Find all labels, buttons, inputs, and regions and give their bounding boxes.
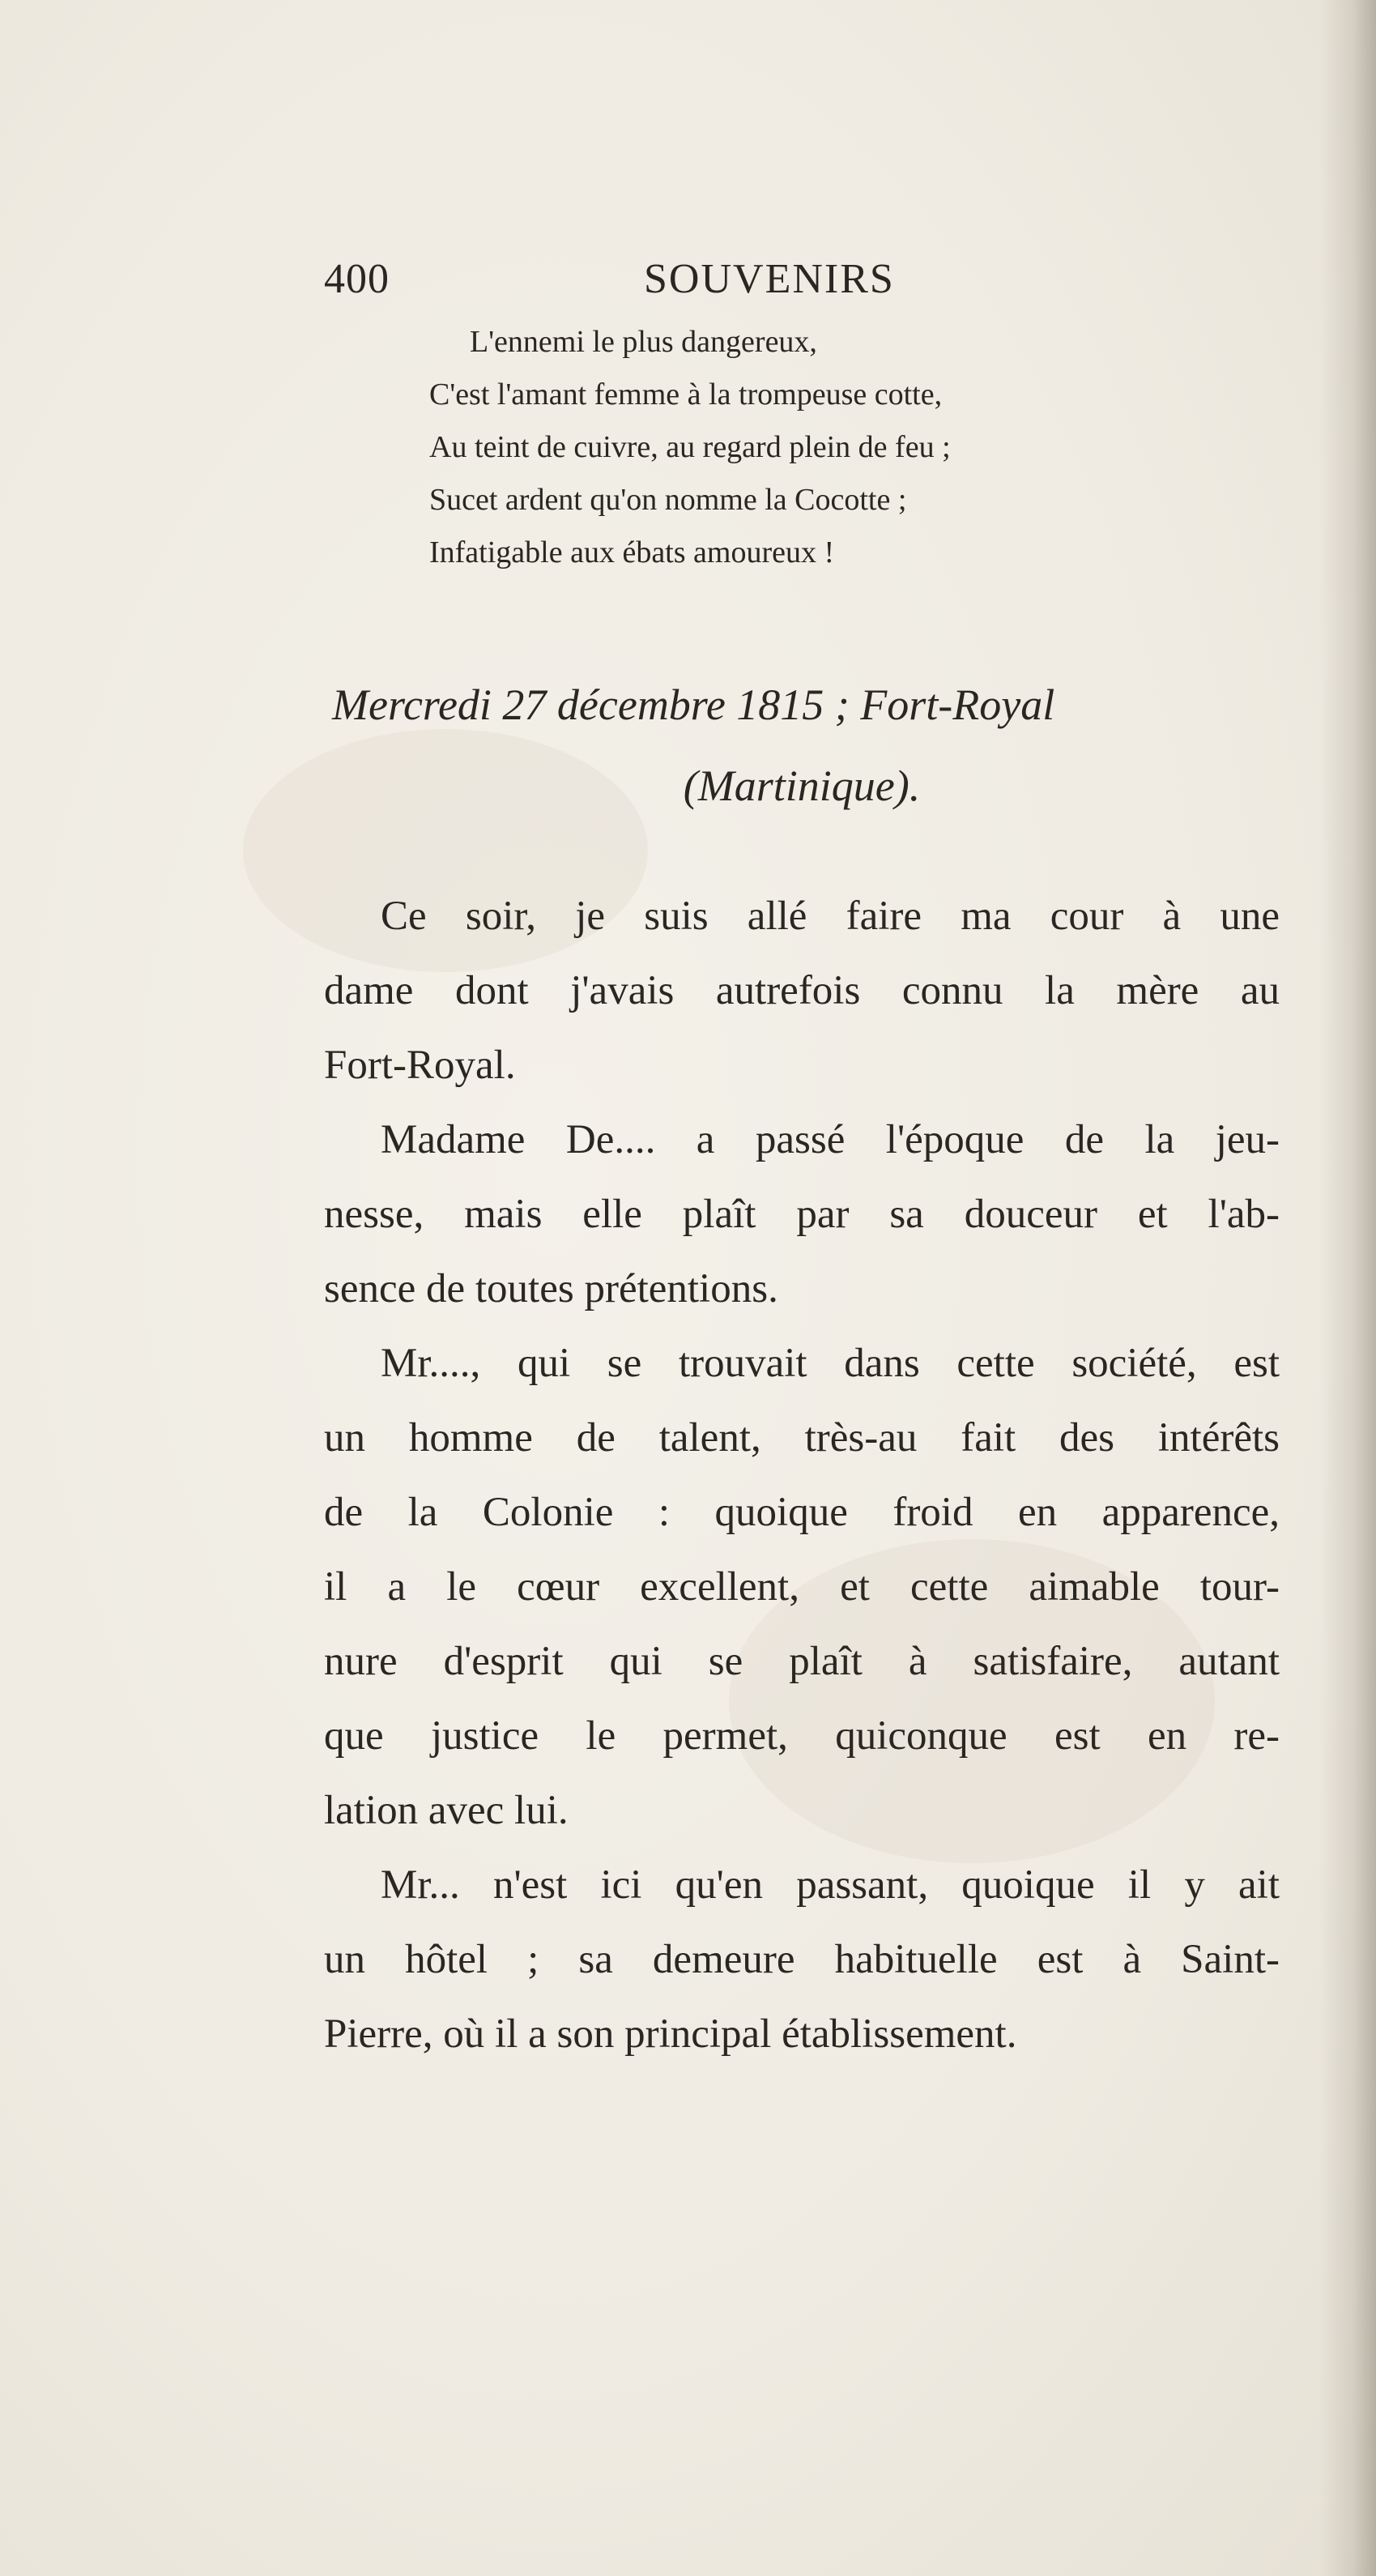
text-line: Fort-Royal. <box>324 1043 516 1088</box>
text-line: de la Colonie : quoique froid en apparence, <box>324 1490 1280 1535</box>
text-line: Mr... n'est ici qu'en passant, quoique il y ait <box>381 1862 1280 1908</box>
poem-line: C'est l'amant femme à la trompeuse cotte, <box>429 377 943 412</box>
text-line: sence de toutes prétentions. <box>324 1266 778 1311</box>
poem-line: Sucet ardent qu'on nomme la Cocotte ; <box>429 483 907 517</box>
text-line: dame dont j'avais autrefois connu la mère au <box>324 968 1280 1013</box>
text-line: Ce soir, je suis allé faire ma cour à une <box>381 893 1280 939</box>
page-header <box>324 243 1280 316</box>
text-line: il a le cœur excellent, et cette aimable tour- <box>324 1564 1280 1610</box>
text-line: nesse, mais elle plaît par sa douceur et l'ab- <box>324 1192 1280 1237</box>
page-number: 400 <box>324 256 390 302</box>
heading-place-line: (Martinique). <box>683 761 921 810</box>
poem-line: Au teint de cuivre, au regard plein de feu ; <box>429 430 951 464</box>
heading-date-line: Mercredi 27 décembre 1815 ; Fort-Royal <box>332 680 1055 729</box>
poem-stanza <box>429 316 1158 579</box>
running-title: SOUVENIRS <box>644 256 895 302</box>
text-line: nure d'esprit qui se plaît à satisfaire, autant <box>324 1639 1280 1684</box>
text-line: Pierre, où il a son principal établissement. <box>324 2011 1017 2057</box>
poem-line: Infatigable aux ébats amoureux ! <box>429 535 835 569</box>
text-line: que justice le permet, quiconque est en re- <box>324 1713 1280 1759</box>
text-line: Mr...., qui se trouvait dans cette société, est <box>381 1341 1280 1386</box>
text-line: un hôtel ; sa demeure habituelle est à Saint- <box>324 1937 1280 1982</box>
poem-line: L'ennemi le plus dangereux, <box>470 325 817 359</box>
text-line: lation avec lui. <box>324 1788 569 1833</box>
text-line: un homme de talent, très-au fait des intérêts <box>324 1415 1280 1461</box>
body-text <box>324 879 1280 2071</box>
diary-entry-heading <box>324 664 1280 826</box>
text-line: Madame De.... a passé l'époque de la jeu- <box>381 1117 1280 1162</box>
page-gutter-shadow <box>1319 0 1376 2576</box>
